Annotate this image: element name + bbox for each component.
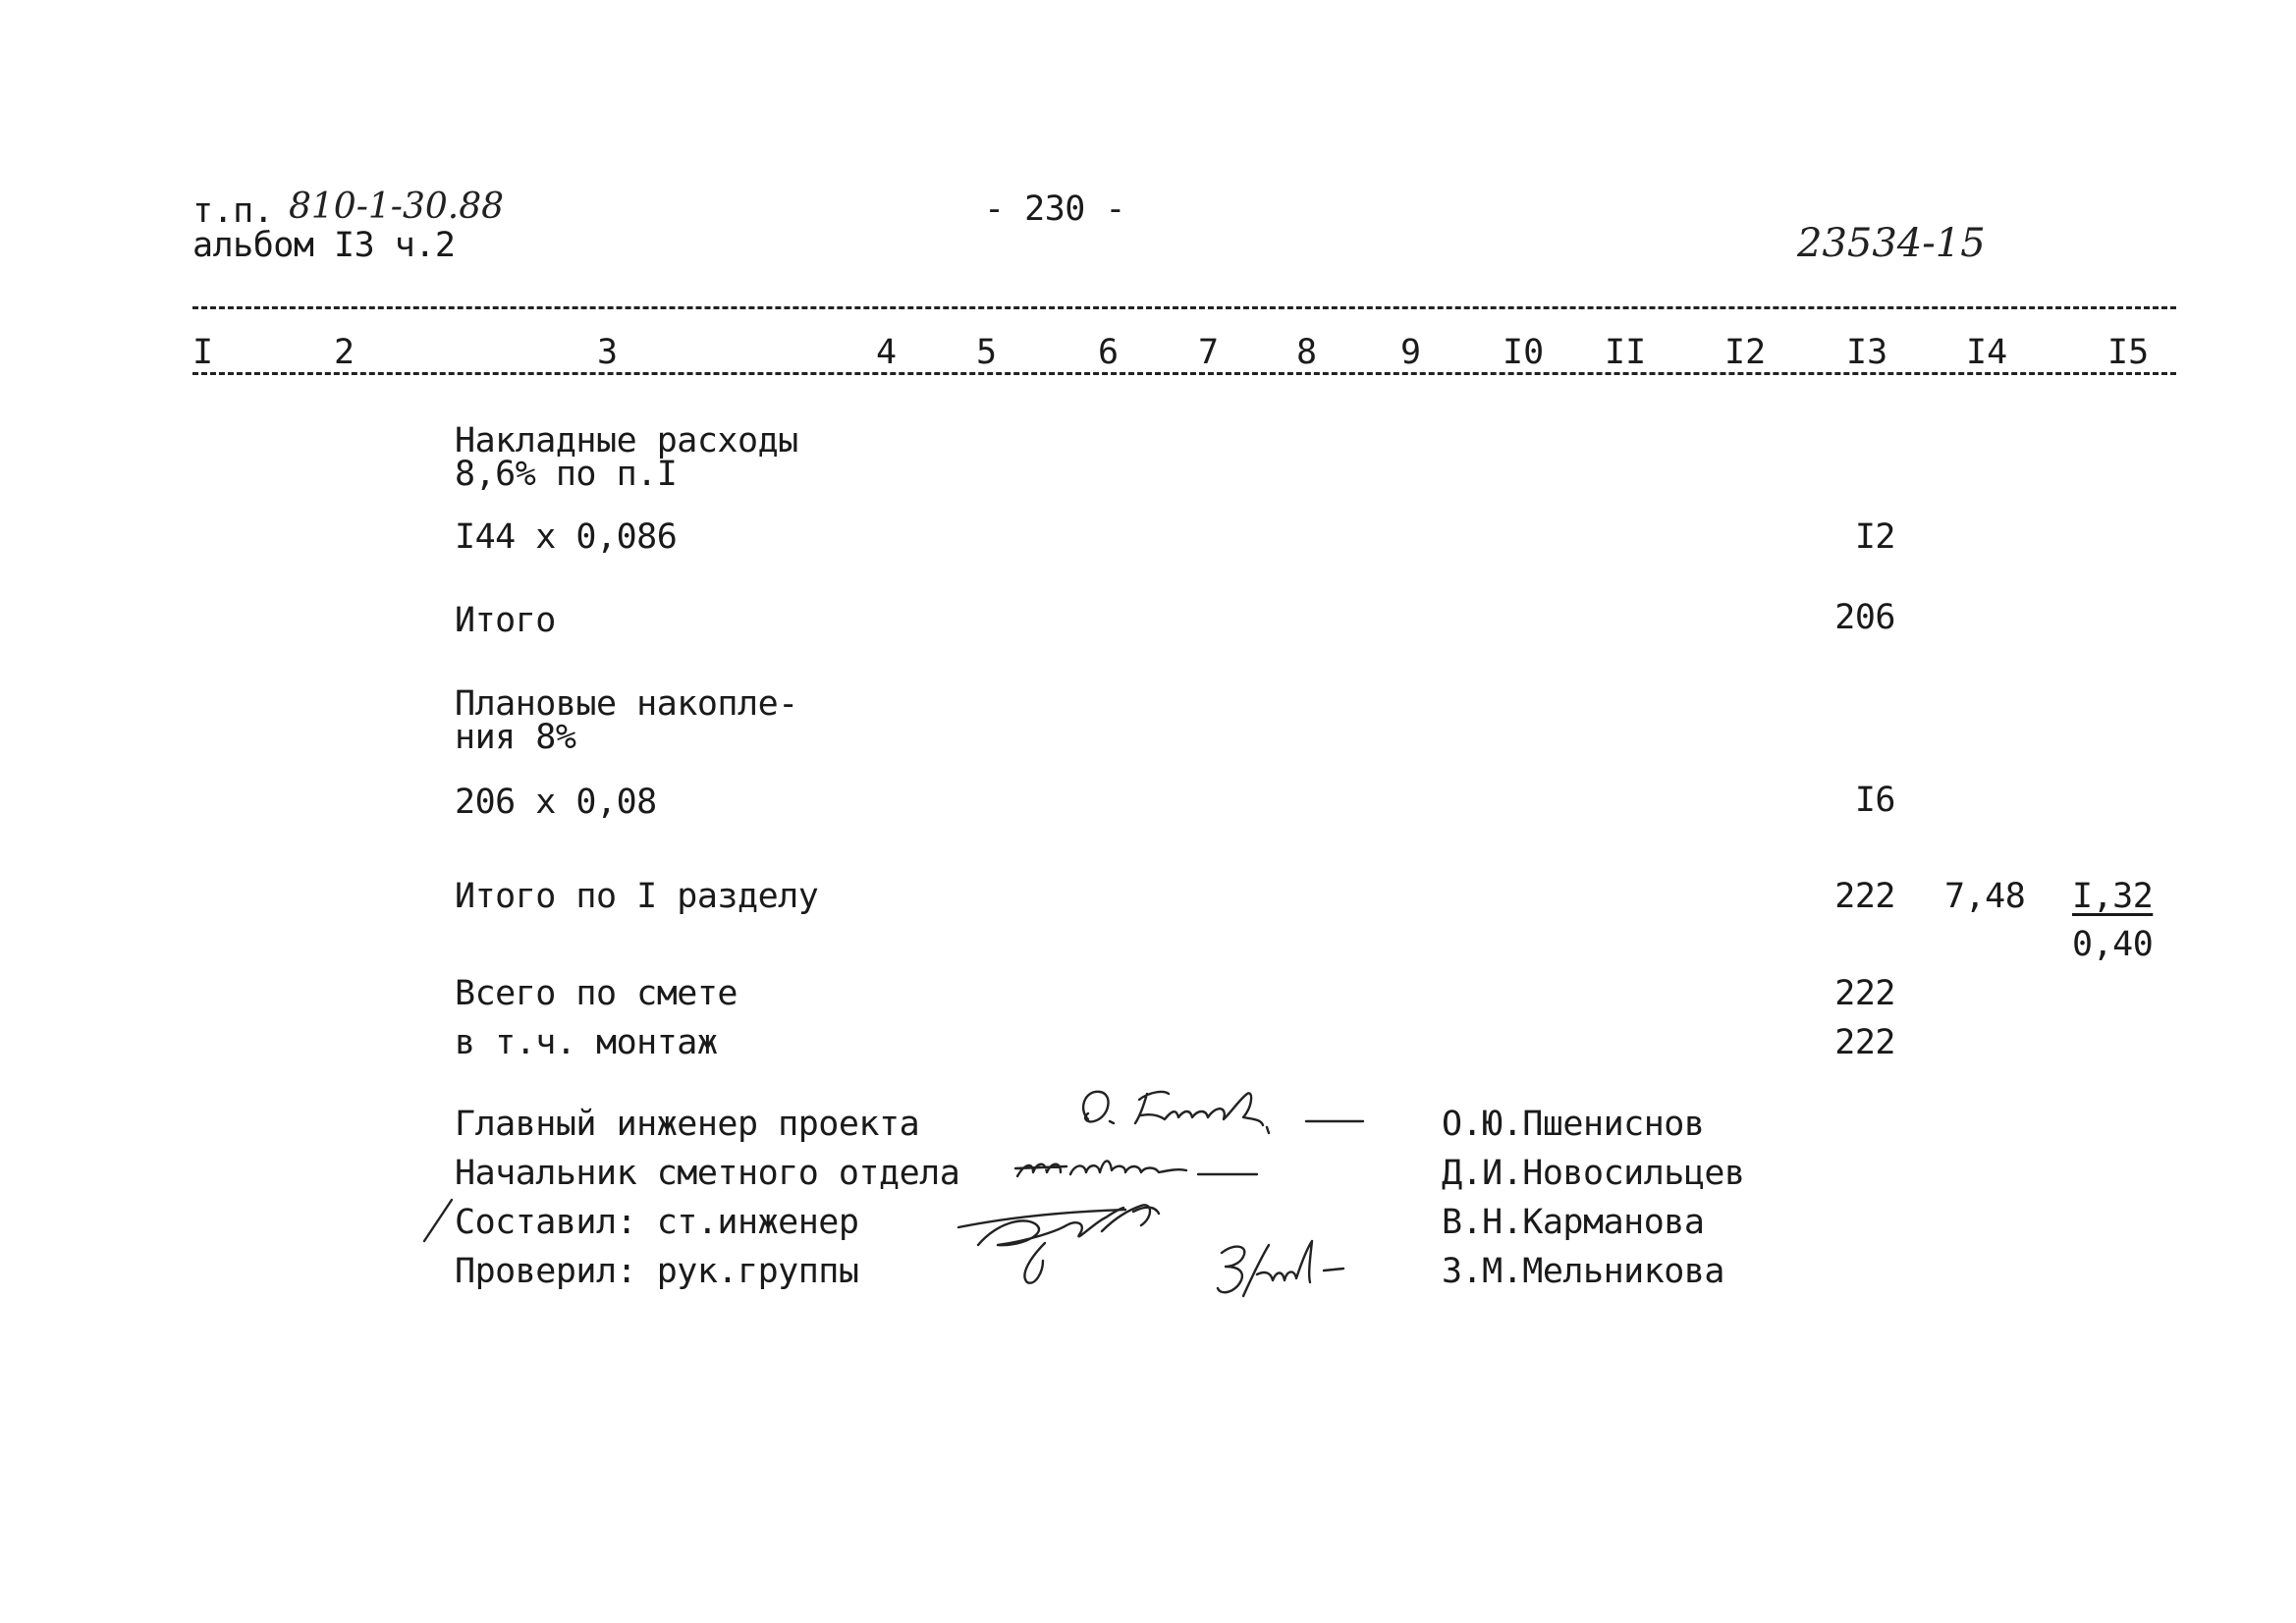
col15-value-bottom: 0,40: [2072, 925, 2154, 964]
signature-role: Главный инженер проекта: [455, 1105, 920, 1144]
row-text: 206 x 0,08: [455, 783, 657, 822]
handwritten-slash-mark: [418, 1196, 458, 1245]
signature-role: Начальник сметного отдела: [455, 1154, 960, 1193]
column-number: 2: [334, 333, 355, 372]
column-number: I5: [2107, 333, 2150, 372]
column-number: 8: [1296, 333, 1318, 372]
album-label: альбом I3 ч.2: [192, 226, 456, 265]
page-number: - 230 -: [984, 189, 1126, 229]
col13-value: I2: [1854, 517, 1895, 557]
row-text: Всего по смете: [455, 974, 738, 1013]
signature-name: З.М.Мельникова: [1442, 1252, 1725, 1291]
tp-number-handwritten: 810-1-30.88: [289, 187, 505, 227]
row-text: Плановые накопле-: [455, 684, 798, 724]
row-text: Накладные расходы: [455, 421, 798, 460]
handwritten-signature-chief-engineer: [1070, 1080, 1385, 1149]
row-text: 8,6% по п.I: [455, 455, 678, 494]
row-text: в т.ч. монтаж: [455, 1023, 718, 1062]
header-bottom-rule: [192, 372, 2176, 375]
column-number: I0: [1503, 333, 1545, 372]
signature-name: Д.И.Новосильцев: [1442, 1154, 1745, 1193]
col13-value: 206: [1834, 598, 1895, 637]
col13-value: 222: [1834, 877, 1895, 916]
col13-value: 222: [1834, 1023, 1895, 1062]
col13-value: I6: [1854, 781, 1895, 820]
row-text: Итого: [455, 601, 556, 640]
column-number: 4: [876, 333, 898, 372]
col14-value: 7,48: [1944, 877, 2026, 916]
header-top-rule: [192, 306, 2176, 309]
column-number: I3: [1846, 333, 1888, 372]
column-number: I2: [1724, 333, 1767, 372]
column-number: II: [1605, 333, 1647, 372]
signature-role: Составил: ст.инженер: [455, 1203, 859, 1242]
handwritten-signature-estimates-head: [1011, 1149, 1267, 1188]
signature-name: В.Н.Карманова: [1442, 1203, 1705, 1242]
handwritten-signature-compiler: [949, 1192, 1214, 1290]
row-text: Итого по I разделу: [455, 877, 819, 916]
column-number: 7: [1198, 333, 1220, 372]
column-number: 5: [976, 333, 998, 372]
col13-value: 222: [1834, 974, 1895, 1013]
column-number: 3: [597, 333, 619, 372]
row-text: I44 x 0,086: [455, 517, 678, 557]
doc-code-handwritten: 23534-15: [1797, 221, 1986, 266]
signature-name: О.Ю.Пшениснов: [1442, 1105, 1705, 1144]
column-number: I4: [1966, 333, 2008, 372]
column-number: I: [192, 333, 214, 372]
signature-role: Проверил: рук.группы: [455, 1252, 859, 1291]
row-text: ния 8%: [455, 718, 576, 757]
column-number: 9: [1400, 333, 1422, 372]
handwritten-signature-checker: [1214, 1235, 1361, 1314]
tp-prefix: т.п.: [192, 191, 274, 231]
col15-value-top: I,32: [2072, 877, 2154, 916]
column-number: 6: [1098, 333, 1120, 372]
